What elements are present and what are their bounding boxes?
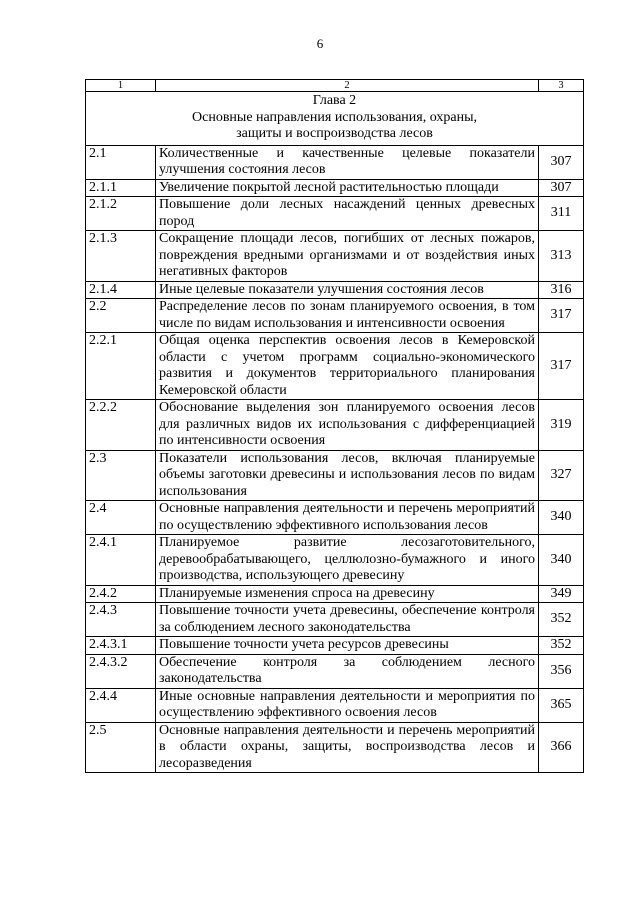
- page-ref: 317: [539, 333, 584, 400]
- toc-row: [86, 145, 584, 179]
- page-ref: 366: [539, 722, 584, 773]
- column-number-row: [86, 80, 584, 92]
- section-title: Обеспечение контроля за соблюдением лесного законодательства: [156, 654, 539, 688]
- section-title: Количественные и качественные целевые показатели улучшения состояния лесов: [156, 145, 539, 179]
- page-ref: 307: [539, 145, 584, 179]
- section-title: Увеличение покрытой лесной растительностью площади: [156, 179, 539, 197]
- toc-row: [86, 603, 584, 637]
- section-number: 2.4.3.2: [86, 654, 156, 688]
- section-number: 2.1.3: [86, 231, 156, 282]
- page-ref: 319: [539, 400, 584, 451]
- toc-row: [86, 197, 584, 231]
- section-title: Общая оценка перспектив освоения лесов в Кемеровской области с учетом программ социально-экономического развития и документов территориального планирования Кемеровской области: [156, 333, 539, 400]
- chapter-title-line-1: Основные направления использования, охраны,: [192, 109, 477, 125]
- section-title: Повышение точности учета ресурсов древесины: [156, 637, 539, 655]
- section-number: 2.1.1: [86, 179, 156, 197]
- page-ref: 352: [539, 637, 584, 655]
- page-ref: 311: [539, 197, 584, 231]
- toc-row: [86, 535, 584, 586]
- section-number: 2.4.3.1: [86, 637, 156, 655]
- chapter-heading: [86, 92, 584, 146]
- section-title: Планируемое развитие лесозаготовительного, деревообрабатывающего, целлюлозно-бумажного и иного производства, использующего древесину: [156, 535, 539, 586]
- chapter-title-line-2: защиты и воспроизводства лесов: [236, 126, 433, 141]
- table-of-contents: [85, 79, 584, 773]
- section-title: Обоснование выделения зон планируемого освоения лесов для различных видов их использования с дифференциацией по интенсивности освоения: [156, 400, 539, 451]
- toc-row: [86, 585, 584, 603]
- column-number-3: 3: [539, 80, 584, 92]
- chapter-label: Глава 2: [312, 93, 357, 108]
- section-title: Иные целевые показатели улучшения состояния лесов: [156, 281, 539, 299]
- section-title: Показатели использования лесов, включая планируемые объемы заготовки древесины и использования лесов по видам использования: [156, 450, 539, 501]
- page-ref: 340: [539, 501, 584, 535]
- page-ref: 356: [539, 654, 584, 688]
- toc-row: [86, 637, 584, 655]
- toc-row: [86, 231, 584, 282]
- section-number: 2.4: [86, 501, 156, 535]
- section-number: 2.4.3: [86, 603, 156, 637]
- section-title: Основные направления деятельности и перечень мероприятий по осуществлению эффективного использования лесов: [156, 501, 539, 535]
- toc-row: [86, 179, 584, 197]
- section-number: 2.1: [86, 145, 156, 179]
- section-title: Повышение доли лесных насаждений ценных древесных пород: [156, 197, 539, 231]
- section-number: 2.2.2: [86, 400, 156, 451]
- section-title: Иные основные направления деятельности и мероприятия по осуществлению эффективного освоения лесов: [156, 688, 539, 722]
- page-ref: 316: [539, 281, 584, 299]
- section-number: 2.4.2: [86, 585, 156, 603]
- section-number: 2.3: [86, 450, 156, 501]
- page-ref: 327: [539, 450, 584, 501]
- toc-row: [86, 299, 584, 333]
- section-title: Распределение лесов по зонам планируемого освоения, в том числе по видам использования и интенсивности освоения: [156, 299, 539, 333]
- section-number: 2.4.4: [86, 688, 156, 722]
- toc-row: [86, 281, 584, 299]
- page-ref: 340: [539, 535, 584, 586]
- page-ref: 317: [539, 299, 584, 333]
- toc-row: [86, 722, 584, 773]
- section-number: 2.1.4: [86, 281, 156, 299]
- toc-row: [86, 688, 584, 722]
- page-ref: 349: [539, 585, 584, 603]
- page-ref: 313: [539, 231, 584, 282]
- section-number: 2.4.1: [86, 535, 156, 586]
- page-ref: 307: [539, 179, 584, 197]
- toc-row: [86, 501, 584, 535]
- toc-row: [86, 333, 584, 400]
- page-number: 6: [316, 36, 324, 51]
- section-number: 2.2: [86, 299, 156, 333]
- section-title: Основные направления деятельности и перечень мероприятий в области охраны, защиты, воспроизводства лесов и лесоразведения: [156, 722, 539, 773]
- toc-row: [86, 654, 584, 688]
- section-title: Сокращение площади лесов, погибших от лесных пожаров, повреждения вредными организмами и от воздействия иных негативных факторов: [156, 231, 539, 282]
- toc-row: [86, 450, 584, 501]
- column-number-2: 2: [156, 80, 539, 92]
- chapter-heading-row: [86, 92, 584, 146]
- section-number: 2.1.2: [86, 197, 156, 231]
- column-number-1: 1: [86, 80, 156, 92]
- page-ref: 352: [539, 603, 584, 637]
- toc-row: [86, 400, 584, 451]
- section-title: Планируемые изменения спроса на древесину: [156, 585, 539, 603]
- section-number: 2.5: [86, 722, 156, 773]
- section-title: Повышение точности учета древесины, обеспечение контроля за соблюдением лесного законодательства: [156, 603, 539, 637]
- section-number: 2.2.1: [86, 333, 156, 400]
- page-ref: 365: [539, 688, 584, 722]
